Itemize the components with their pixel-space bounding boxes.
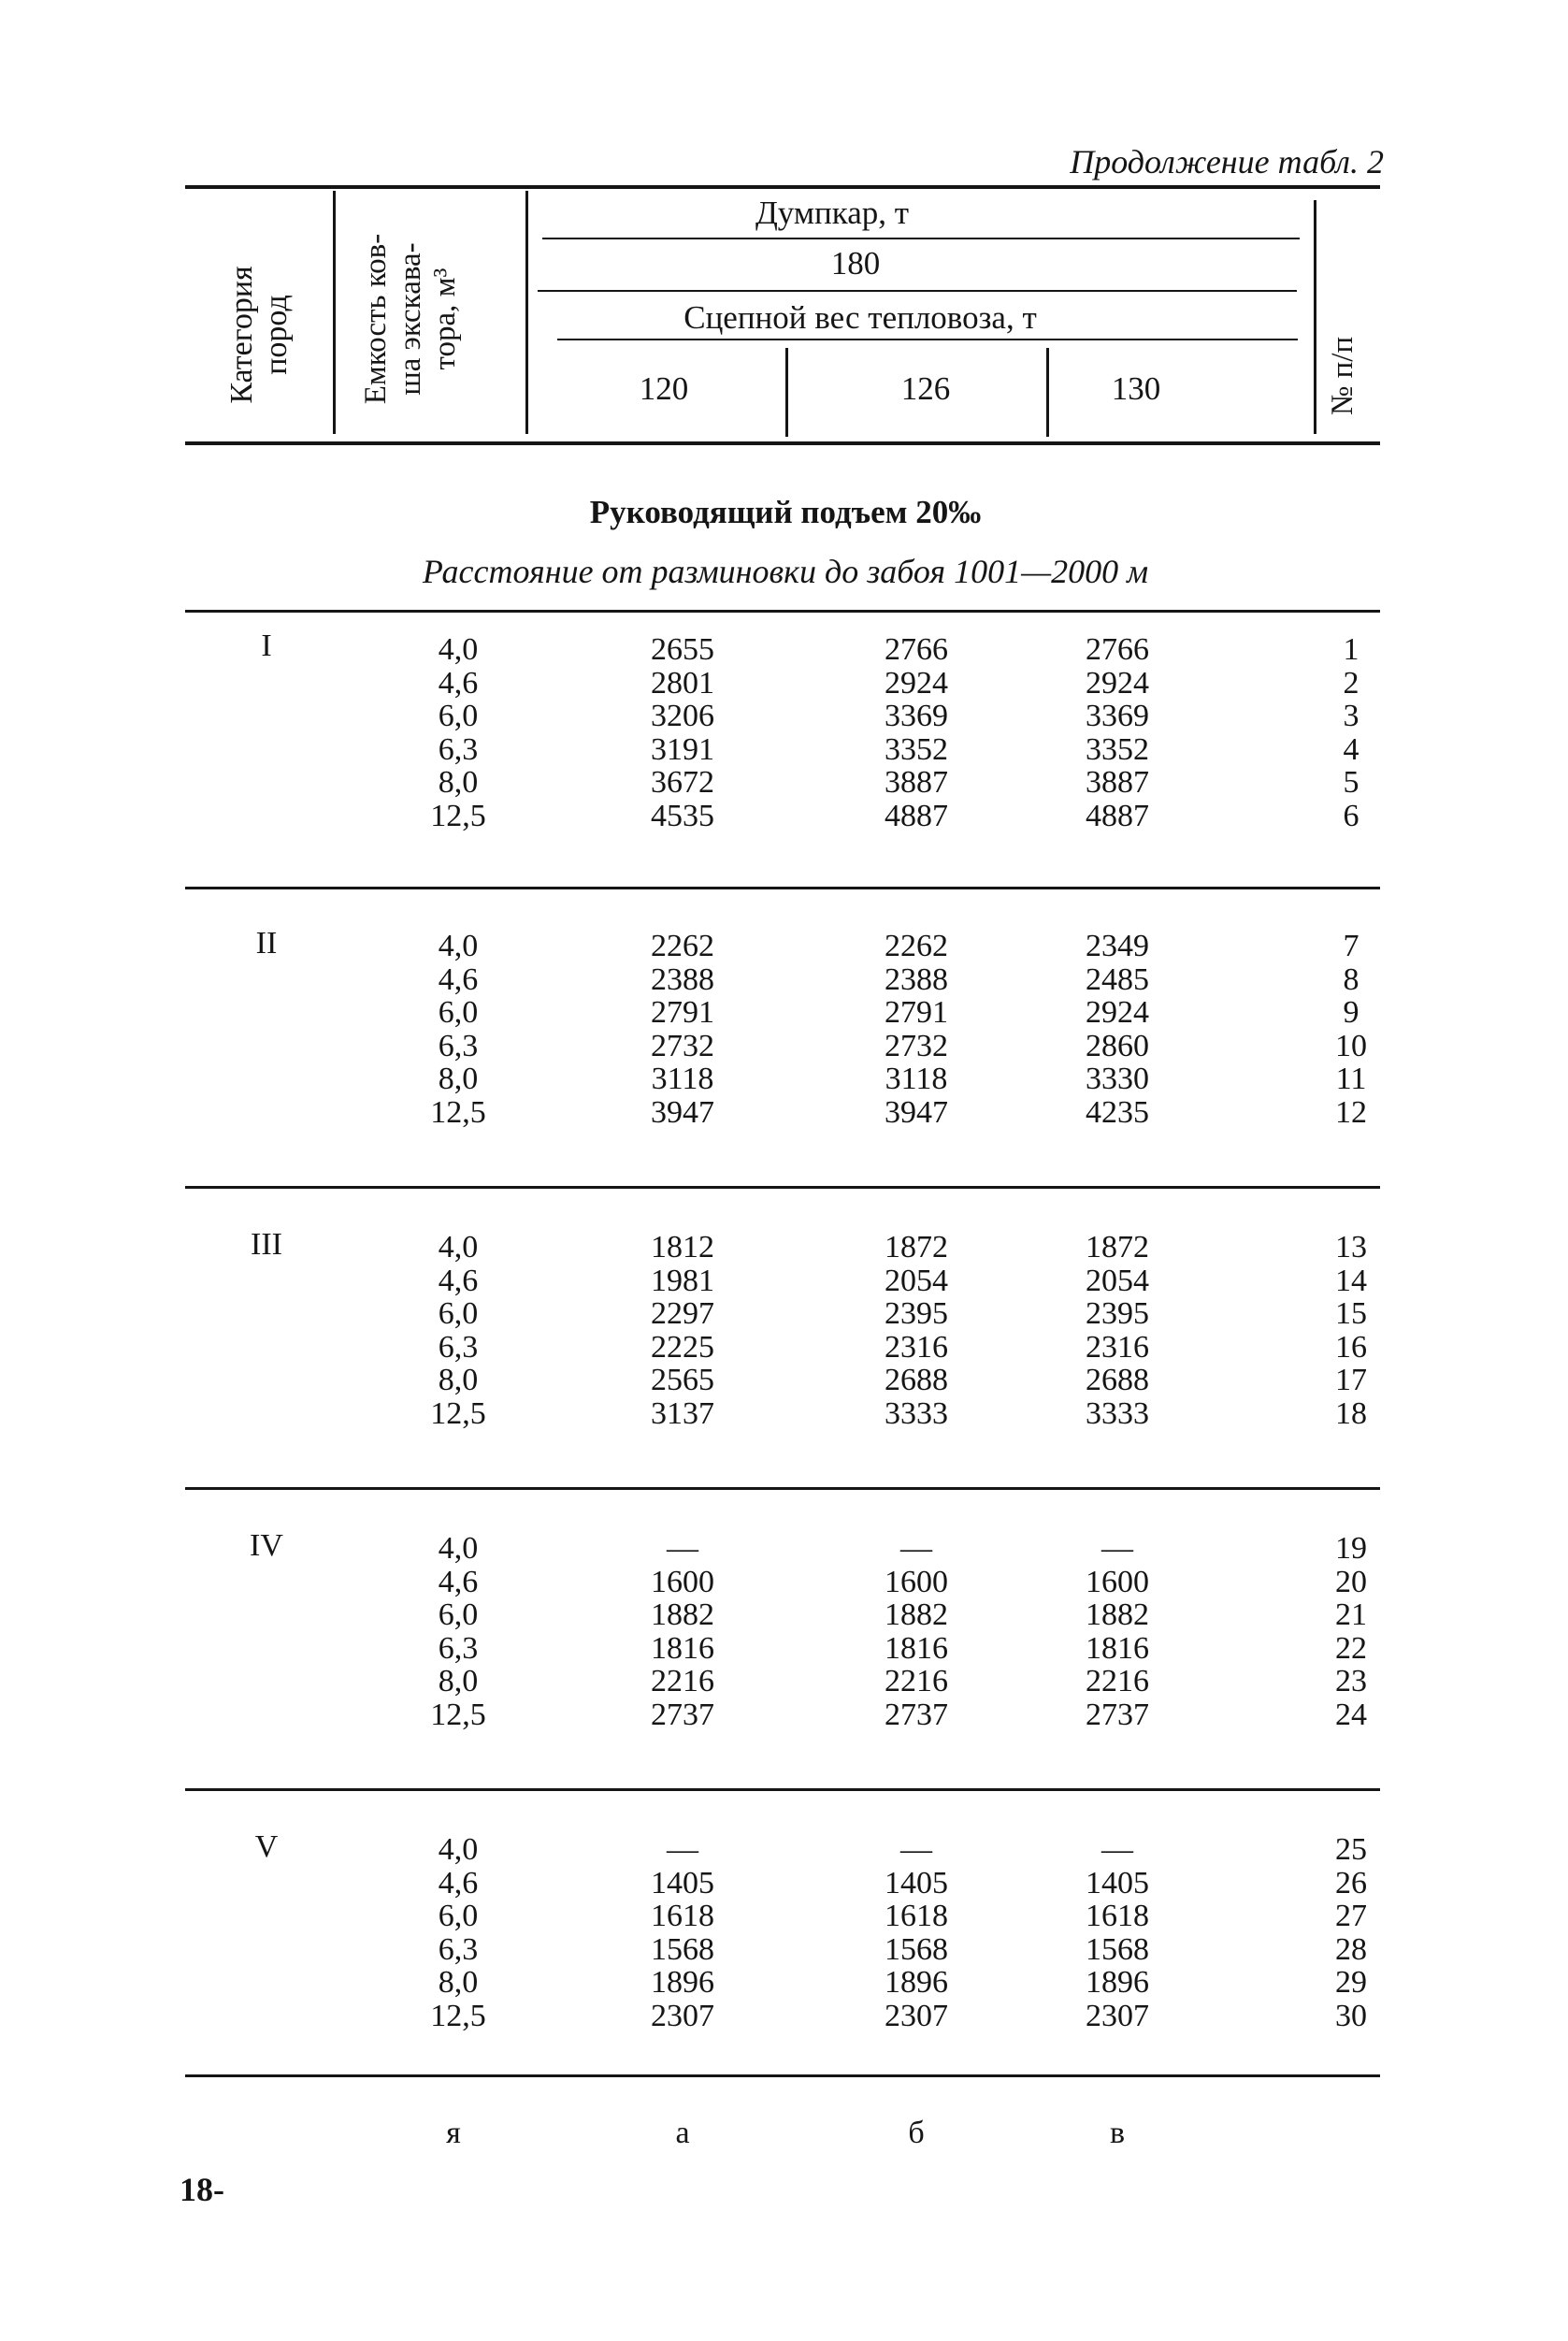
table-cell: 5 <box>1343 765 1359 800</box>
table-cell: 24 <box>1335 1697 1367 1732</box>
table-cell: 2860 <box>1086 1028 1149 1063</box>
table-cell: 14 <box>1335 1263 1367 1298</box>
header-row-number: № п/п <box>1326 336 1359 416</box>
row-number-column <box>1314 1231 1388 1430</box>
table-cell: 2688 <box>1086 1363 1149 1397</box>
table-cell: 4535 <box>651 798 714 833</box>
table-cell: 6,0 <box>438 699 479 733</box>
table-cell: 3887 <box>885 765 948 800</box>
table-cell: 4,0 <box>438 1832 479 1867</box>
value-column-120 <box>626 1532 739 1731</box>
value-column-120 <box>626 1833 739 2032</box>
table-cell: 1882 <box>885 1597 948 1632</box>
category-label: I <box>261 629 272 663</box>
table-cell: 2307 <box>885 1998 948 2033</box>
table-cell: 30 <box>1335 1998 1367 2033</box>
table-cell: 3947 <box>651 1094 714 1130</box>
table-cell: 18 <box>1335 1395 1367 1431</box>
loco-rule <box>557 339 1298 340</box>
value-column-126 <box>860 930 972 1129</box>
value-column-126 <box>860 1532 972 1731</box>
header-top-rule <box>185 185 1380 189</box>
rule-top-body <box>185 610 1380 613</box>
rule-group-3 <box>185 1186 1380 1189</box>
table-cell: 1981 <box>651 1263 714 1298</box>
table-cell: — <box>667 1832 698 1867</box>
header-bottom-rule <box>185 441 1380 445</box>
table-cell: 6,3 <box>438 731 479 767</box>
table-cell: 28 <box>1335 1931 1367 1967</box>
table-cell: 1600 <box>885 1564 948 1599</box>
bucket-column <box>411 1231 505 1430</box>
table-cell: 4,6 <box>438 1865 479 1900</box>
table-cell: 3947 <box>885 1094 948 1130</box>
value-column-130 <box>1061 633 1173 832</box>
footer-letter-v: в <box>1109 2116 1126 2150</box>
table-cell: 6,3 <box>438 1931 479 1967</box>
table-cell: 1568 <box>1086 1931 1149 1967</box>
table-cell: 3 <box>1343 699 1359 733</box>
table-cell: 2737 <box>651 1697 714 1732</box>
table-cell: 1872 <box>1086 1230 1149 1264</box>
table-cell: 1882 <box>651 1597 714 1632</box>
table-cell: 2395 <box>1086 1296 1149 1331</box>
table-cell: 3137 <box>651 1395 714 1431</box>
table-cell: 2924 <box>885 665 948 701</box>
header-divider-2 <box>525 191 528 434</box>
bucket-column <box>411 1532 505 1731</box>
table-cell: 1896 <box>651 1965 714 2000</box>
table-cell: 1405 <box>885 1865 948 1900</box>
table-cell: 2924 <box>1086 665 1149 701</box>
table-cell: 23 <box>1335 1664 1367 1698</box>
table-cell: 2316 <box>885 1329 948 1365</box>
table-cell: 6,3 <box>438 1028 479 1063</box>
table-cell: — <box>667 1531 698 1566</box>
table-cell: 27 <box>1335 1899 1367 1933</box>
table-cell: 13 <box>1335 1230 1367 1264</box>
table-cell: 7 <box>1343 929 1359 963</box>
table-cell: 2732 <box>885 1028 948 1063</box>
table-cell: 2791 <box>885 995 948 1030</box>
table-cell: 1882 <box>1086 1597 1149 1632</box>
row-number-column <box>1314 633 1388 832</box>
table-cell: 12,5 <box>430 1998 486 2033</box>
table-cell: 2766 <box>1086 632 1149 667</box>
table-cell: 3333 <box>1086 1395 1149 1431</box>
header-loco-130: 130 <box>1111 370 1161 407</box>
value-column-120 <box>626 633 739 832</box>
table-cell: 1600 <box>1086 1564 1149 1599</box>
table-cell: 8,0 <box>438 765 479 800</box>
table-cell: 4,0 <box>438 929 479 963</box>
table-cell: 2349 <box>1086 929 1149 963</box>
table-cell: 2388 <box>885 961 948 997</box>
table-cell: 17 <box>1335 1363 1367 1397</box>
table-cell: 2297 <box>651 1296 714 1331</box>
table-cell: 2216 <box>885 1664 948 1698</box>
table-cell: 2395 <box>885 1296 948 1331</box>
row-number-column <box>1314 1532 1388 1731</box>
table-cell: 12,5 <box>430 1094 486 1130</box>
header-loco-120: 120 <box>639 370 689 407</box>
table-cell: 2225 <box>651 1329 714 1365</box>
table-cell: 2688 <box>885 1363 948 1397</box>
header-loco-126: 126 <box>900 370 951 407</box>
dumpcar-rule <box>542 238 1300 239</box>
table-cell: — <box>900 1832 932 1867</box>
table-cell: 2485 <box>1086 961 1149 997</box>
table-cell: 2307 <box>1086 1998 1149 2033</box>
table-cell: 3672 <box>651 765 714 800</box>
table-cell: 1405 <box>651 1865 714 1900</box>
table-cell: 4,6 <box>438 961 479 997</box>
table-cell: 2054 <box>1086 1263 1149 1298</box>
value-column-130 <box>1061 1532 1173 1731</box>
table-cell: 3191 <box>651 731 714 767</box>
table-cell: 2316 <box>1086 1329 1149 1365</box>
table-cell: 1816 <box>651 1630 714 1666</box>
table-cell: — <box>1101 1832 1133 1867</box>
table-cell: 12,5 <box>430 1395 486 1431</box>
category-label: V <box>254 1829 279 1864</box>
table-cell: 4,0 <box>438 1531 479 1566</box>
table-cell: 19 <box>1335 1531 1367 1566</box>
dumpcar-value-rule <box>538 290 1297 292</box>
header-category: Категория пород <box>224 266 294 404</box>
table-cell: 2307 <box>651 1998 714 2033</box>
table-cell: 4,6 <box>438 1564 479 1599</box>
table-cell: 4887 <box>885 798 948 833</box>
value-column-126 <box>860 1833 972 2032</box>
table-cell: 1600 <box>651 1564 714 1599</box>
table-cell: 8,0 <box>438 1965 479 2000</box>
table-cell: 8,0 <box>438 1363 479 1397</box>
table-cell: 1618 <box>651 1899 714 1933</box>
table-cell: 6,3 <box>438 1630 479 1666</box>
header-loco-weight: Сцепной вес тепловоза, т <box>683 299 1037 336</box>
table-cell: 3369 <box>885 699 948 733</box>
header-dumpcar: Думпкар, т <box>755 195 910 231</box>
table-cell: 6,0 <box>438 1296 479 1331</box>
table-cell: 1896 <box>1086 1965 1149 2000</box>
table-cell: — <box>1101 1531 1133 1566</box>
table-cell: 3206 <box>651 699 714 733</box>
table-cell: 12,5 <box>430 798 486 833</box>
table-cell: 9 <box>1343 995 1359 1030</box>
table-cell: 4887 <box>1086 798 1149 833</box>
rule-group-4 <box>185 1487 1380 1490</box>
table-cell: 2262 <box>885 929 948 963</box>
table-cell: 3330 <box>1086 1062 1149 1096</box>
footer-letter-a: а <box>675 2116 690 2150</box>
table-cell: 2655 <box>651 632 714 667</box>
table-cell: — <box>900 1531 932 1566</box>
table-cell: 6,0 <box>438 1597 479 1632</box>
table-cell: 2766 <box>885 632 948 667</box>
table-cell: 20 <box>1335 1564 1367 1599</box>
value-column-120 <box>626 930 739 1129</box>
value-column-126 <box>860 1231 972 1430</box>
table-cell: 2565 <box>651 1363 714 1397</box>
header-dumpcar-value: 180 <box>830 245 881 282</box>
table-cell: 4 <box>1343 731 1359 767</box>
table-cell: 8 <box>1343 961 1359 997</box>
table-cell: 22 <box>1335 1630 1367 1666</box>
table-cell: 2737 <box>1086 1697 1149 1732</box>
table-cell: 1618 <box>885 1899 948 1933</box>
table-cell: 1618 <box>1086 1899 1149 1933</box>
table-cell: 3887 <box>1086 765 1149 800</box>
table-cell: 1405 <box>1086 1865 1149 1900</box>
footer-letter-b: б <box>908 2116 925 2150</box>
table-cell: 2216 <box>1086 1664 1149 1698</box>
bucket-column <box>411 1833 505 2032</box>
table-cell: 11 <box>1335 1062 1367 1096</box>
table-cell: 6,0 <box>438 1899 479 1933</box>
table-cell: 4,0 <box>438 632 479 667</box>
value-column-126 <box>860 633 972 832</box>
table-cell: 3352 <box>885 731 948 767</box>
value-column-130 <box>1061 1231 1173 1430</box>
table-cell: 4235 <box>1086 1094 1149 1130</box>
category-label: III <box>251 1227 282 1262</box>
table-cell: 6,3 <box>438 1329 479 1365</box>
category-label: II <box>255 926 278 961</box>
table-cell: 1816 <box>885 1630 948 1666</box>
table-cell: 12,5 <box>430 1697 486 1732</box>
table-cell: 3118 <box>651 1062 714 1096</box>
header-divider-5 <box>1046 348 1049 437</box>
bucket-column <box>411 633 505 832</box>
table-cell: 1896 <box>885 1965 948 2000</box>
table-cell: 2388 <box>651 961 714 997</box>
table-cell: 1872 <box>885 1230 948 1264</box>
table-cell: 12 <box>1335 1094 1367 1130</box>
rule-group-2 <box>185 887 1380 889</box>
rule-group-5 <box>185 1788 1380 1791</box>
value-column-130 <box>1061 930 1173 1129</box>
header-divider-1 <box>333 191 336 434</box>
value-column-130 <box>1061 1833 1173 2032</box>
table-cell: 2732 <box>651 1028 714 1063</box>
table-caption: Продолжение табл. 2 <box>1070 143 1384 181</box>
table-cell: 4,6 <box>438 1263 479 1298</box>
row-number-column <box>1314 930 1388 1129</box>
table-cell: 16 <box>1335 1329 1367 1365</box>
category-label: IV <box>250 1528 283 1563</box>
table-cell: 26 <box>1335 1865 1367 1900</box>
table-cell: 2216 <box>651 1664 714 1698</box>
table-cell: 2262 <box>651 929 714 963</box>
table-cell: 2791 <box>651 995 714 1030</box>
section-subtitle: Расстояние от разминовки до забоя 1001—2000 м <box>422 553 1149 590</box>
table-cell: 8,0 <box>438 1664 479 1698</box>
header-divider-3 <box>1314 200 1316 434</box>
table-cell: 2 <box>1343 665 1359 701</box>
table-cell: 29 <box>1335 1965 1367 2000</box>
table-cell: 1812 <box>651 1230 714 1264</box>
table-cell: 4,6 <box>438 665 479 701</box>
section-title: Руководящий подъем 20‰ <box>589 494 982 530</box>
table-cell: 2924 <box>1086 995 1149 1030</box>
row-number-column <box>1314 1833 1388 2032</box>
value-column-120 <box>626 1231 739 1430</box>
table-cell: 1568 <box>885 1931 948 1967</box>
table-cell: 1568 <box>651 1931 714 1967</box>
table-cell: 2054 <box>885 1263 948 1298</box>
table-cell: 4,0 <box>438 1230 479 1264</box>
table-cell: 8,0 <box>438 1062 479 1096</box>
table-cell: 25 <box>1335 1832 1367 1867</box>
table-cell: 15 <box>1335 1296 1367 1331</box>
footer-letter-ya: я <box>446 2116 461 2150</box>
table-cell: 6 <box>1343 798 1359 833</box>
table-cell: 1 <box>1343 632 1359 667</box>
table-cell: 3118 <box>885 1062 948 1096</box>
table-cell: 3333 <box>885 1395 948 1431</box>
header-bucket-capacity: Емкость ков- ша экскава- тора, м³ <box>359 233 462 405</box>
page-number: 18- <box>180 2171 224 2208</box>
rule-bottom <box>185 2074 1380 2077</box>
table-cell: 6,0 <box>438 995 479 1030</box>
table-cell: 2801 <box>651 665 714 701</box>
table-cell: 10 <box>1335 1028 1367 1063</box>
table-cell: 21 <box>1335 1597 1367 1632</box>
header-divider-4 <box>785 348 788 437</box>
table-cell: 3369 <box>1086 699 1149 733</box>
table-cell: 1816 <box>1086 1630 1149 1666</box>
table-cell: 2737 <box>885 1697 948 1732</box>
table-cell: 3352 <box>1086 731 1149 767</box>
bucket-column <box>411 930 505 1129</box>
